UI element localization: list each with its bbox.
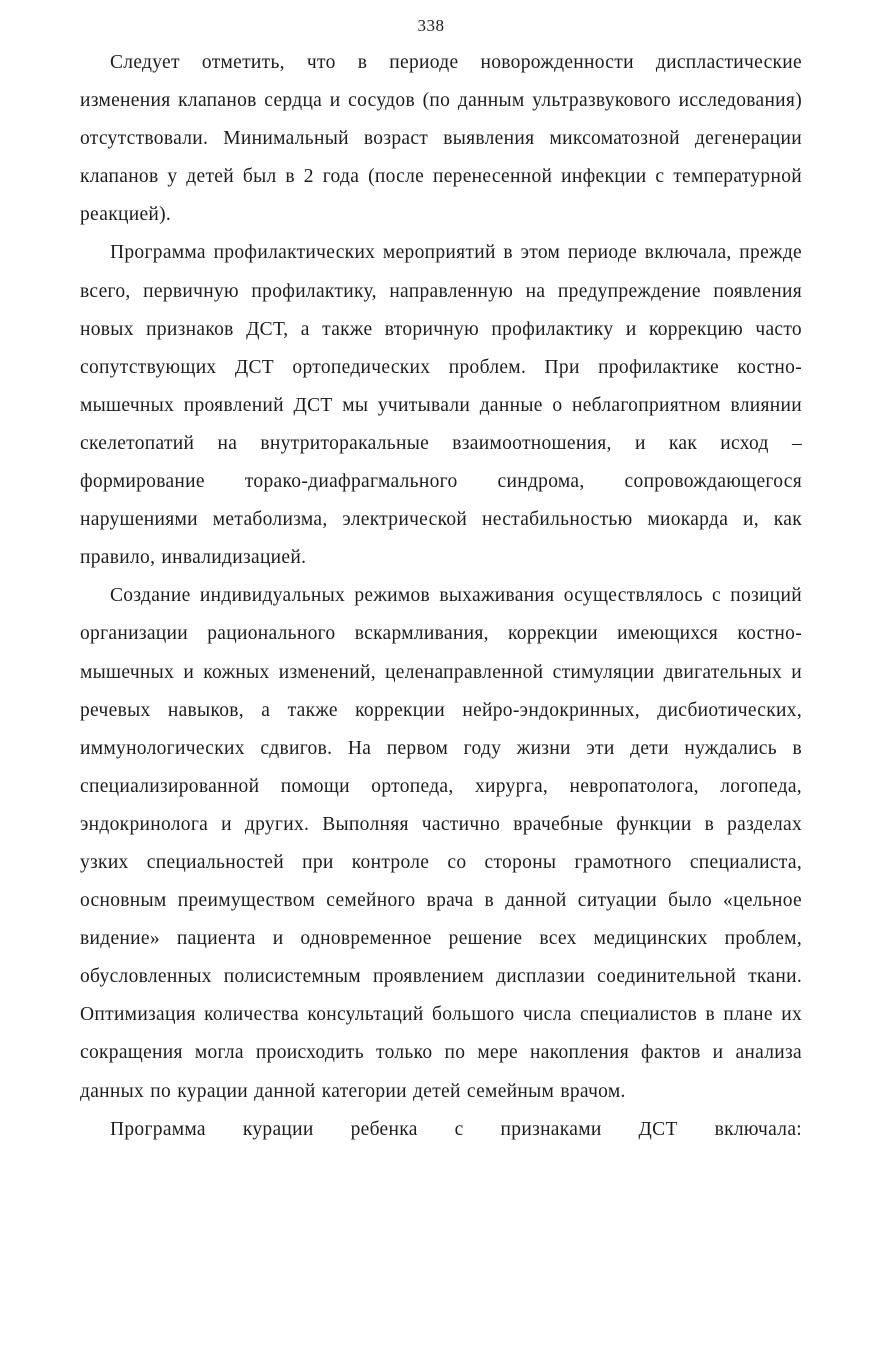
text-body [80,44,802,1149]
paragraph-individual-regimes: Создание индивидуальных режимов выхаживания осуществлялось с позиций организации рационального вскармливания, коррекции имеющихся костно-мышечных и кожных изменений, целенаправленной стимуляции двигательных и речевых навыков, а также коррекции нейро-эндокринных, дисбиотических, иммунологических сдвигов. На первом году жизни эти дети нуждались в специализированной помощи ортопеда, хирурга, невропатолога, логопеда, эндокринолога и других. Выполняя частично врачебные функции в разделах узких специальностей при контроле со стороны грамотного специалиста, основным преимуществом семейного врача в данной ситуации было «цельное видение» пациента и одновременное решение всех медицинских проблем, обусловленных полисистемным проявлением дисплазии соединительной ткани. Оптимизация количества консультаций большого числа специалистов в плане их сокращения могла происходить только по мере накопления фактов и анализа данных по курации данной категории детей семейным врачом. [80,585,802,1102]
paragraph-newborn-period: Следует отметить, что в периоде новорожденности диспластические изменения клапанов сердца и сосудов (по данным ультразвукового исследования) отсутствовали. Минимальный возраст выявления миксоматозной дегенерации клапанов у детей был в 2 года (после перенесенной инфекции с температурной реакцией). [80,52,802,226]
paragraph-curation-program: Программа курации ребенка с признаками ДСТ включала: [110,1118,802,1140]
page-number: 338 [417,16,445,35]
paragraph-prevention-program: Программа профилактических мероприятий в этом периоде включала, прежде всего, первичную профилактику, направленную на предупреждение появления новых признаков ДСТ, а также вторичную профилактику и коррекцию часто сопутствующих ДСТ ортопедических проблем. При профилактике костно-мышечных проявлений ДСТ мы учитывали данные о неблагоприятном влиянии скелетопатий на внутриторакальные взаимоотношения, и как исход – формирование торако-диафрагмального синдрома, сопровождающегося нарушениями метаболизма, электрической нестабильностью миокарда и, как правило, инвалидизацией. [80,242,802,569]
